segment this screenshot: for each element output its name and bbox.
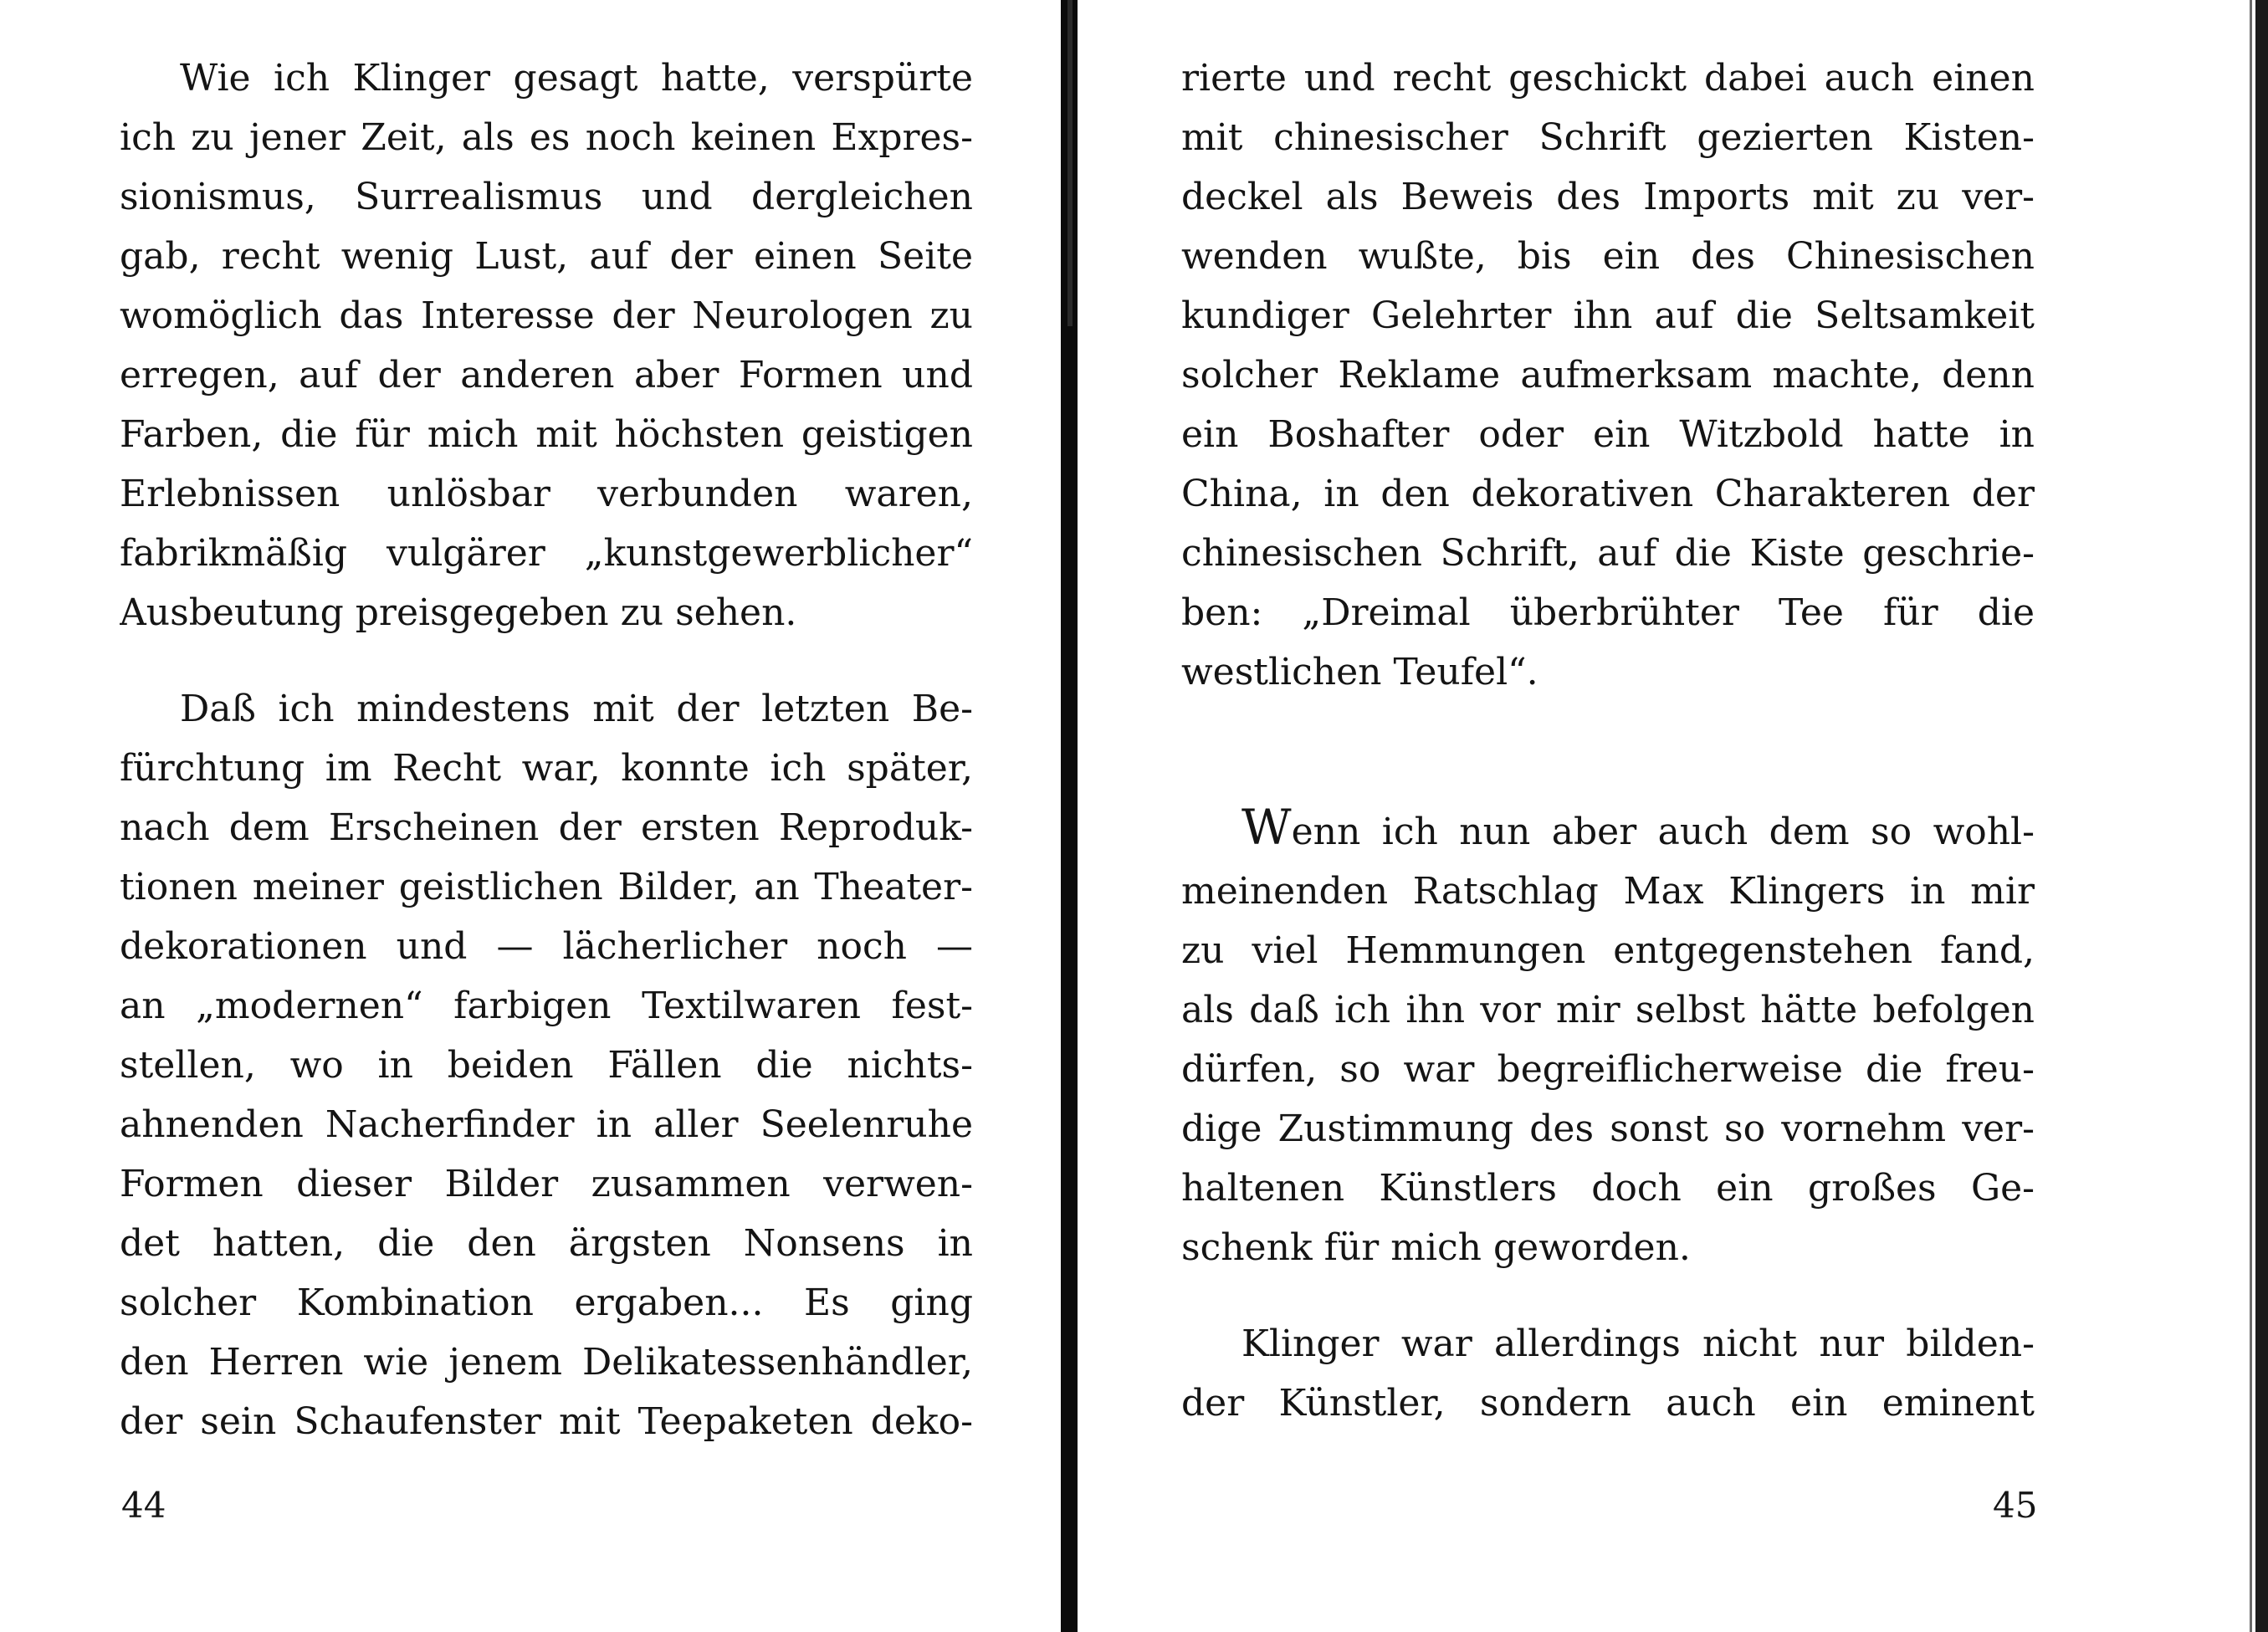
text-line: der sein Schaufenster mit Teepaketen deko- [120, 1400, 973, 1443]
text-line: der Künstler, sondern auch ein eminent [1181, 1382, 2035, 1425]
text-line: rierte und recht geschickt dabei auch einen [1181, 57, 2035, 100]
text-line: China, in den dekorativen Charakteren der [1181, 473, 2035, 515]
text-line: dekorationen und — lächerlicher noch — [120, 925, 973, 968]
text-line: meinenden Ratschlag Max Klingers in mir [1181, 870, 2035, 913]
text-line: Farben, die für mich mit höchsten geistigen [120, 413, 973, 456]
text-line: fürchtung im Recht war, konnte ich später, [120, 747, 973, 790]
paragraph [120, 679, 973, 1451]
text-line: dige Zustimmung des sonst so vornehm ver- [1181, 1108, 2035, 1150]
text-line: fabrikmäßig vulgärer „kunstgewerblicher“ [120, 532, 973, 575]
text-line: ein Boshafter oder ein Witzbold hatte in [1181, 413, 2035, 456]
text-line: gab, recht wenig Lust, auf der einen Seite [120, 235, 973, 278]
text-line: kundiger Gelehrter ihn auf die Seltsamkeit [1181, 294, 2035, 337]
book-gutter-highlight [1067, 0, 1073, 326]
text-line [1181, 802, 2035, 862]
text-line-rest: enn ich nun aber auch dem so wohl- [1291, 811, 2035, 853]
paragraph [1181, 49, 2035, 702]
text-line: ahnenden Nacherfinder in aller Seelenruhe [120, 1103, 973, 1146]
paragraph [1181, 802, 2035, 1277]
text-line: erregen, auf der anderen aber Formen und [120, 354, 973, 396]
paragraph [1181, 1314, 2035, 1433]
text-line: solcher Kombination ergaben... Es ging [120, 1282, 973, 1324]
text-line: solcher Reklame aufmerksam machte, denn [1181, 354, 2035, 396]
text-line: schenk für mich geworden. [1181, 1226, 1691, 1269]
paragraph [120, 49, 973, 642]
text-line: Klinger war allerdings nicht nur bilden- [1242, 1322, 2035, 1365]
paragraph-spacer [1181, 1277, 2035, 1314]
text-line: stellen, wo in beiden Fällen die nichts- [120, 1044, 973, 1087]
text-line: ich zu jener Zeit, als es noch keinen Expres- [120, 116, 973, 159]
text-line: an „modernen“ farbigen Textilwaren fest- [120, 985, 973, 1027]
text-line: det hatten, die den ärgsten Nonsens in [120, 1222, 973, 1265]
text-line: deckel als Beweis des Imports mit zu ver- [1181, 176, 2035, 218]
text-line: tionen meiner geistlichen Bilder, an Theater- [120, 866, 973, 908]
right-page [1181, 49, 2035, 1433]
text-line: Ausbeutung preisgegeben zu sehen. [120, 591, 797, 634]
paragraph-spacer [120, 642, 973, 679]
page-number: 44 [121, 1485, 166, 1526]
text-line: nach dem Erscheinen der ersten Reproduk- [120, 806, 973, 849]
text-line: mit chinesischer Schrift gezierten Kisten- [1181, 116, 2035, 159]
text-line: wenden wußte, bis ein des Chinesischen [1181, 235, 2035, 278]
text-line: Erlebnissen unlösbar verbunden waren, [120, 473, 973, 515]
text-line: den Herren wie jenem Delikatessenhändler, [120, 1341, 973, 1384]
text-line: zu viel Hemmungen entgegenstehen fand, [1181, 929, 2035, 972]
text-line: dürfen, so war begreiflicherweise die freu- [1181, 1048, 2035, 1091]
text-line: Daß ich mindestens mit der letzten Be- [180, 688, 973, 730]
drop-cap: W [1242, 802, 1292, 856]
page-number: 45 [1993, 1485, 2038, 1526]
left-page [120, 49, 973, 1451]
text-line: Wie ich Klinger gesagt hatte, verspürte [180, 57, 973, 100]
page-edge-line [2250, 0, 2252, 1632]
section-spacer [1181, 702, 2035, 802]
text-line: haltenen Künstlers doch ein großes Ge- [1181, 1167, 2035, 1210]
text-line: als daß ich ihn vor mir selbst hätte befolgen [1181, 989, 2035, 1031]
text-line: womöglich das Interesse der Neurologen zu [120, 294, 973, 337]
page-edge-shadow [2255, 0, 2268, 1632]
text-line: sionismus, Surrealismus und dergleichen [120, 176, 973, 218]
text-line: westlichen Teufel“. [1181, 651, 1538, 693]
text-line: Formen dieser Bilder zusammen verwen- [120, 1163, 973, 1205]
text-line: chinesischen Schrift, auf die Kiste geschrie- [1181, 532, 2035, 575]
text-line: ben: „Dreimal überbrühter Tee für die [1181, 591, 2035, 634]
